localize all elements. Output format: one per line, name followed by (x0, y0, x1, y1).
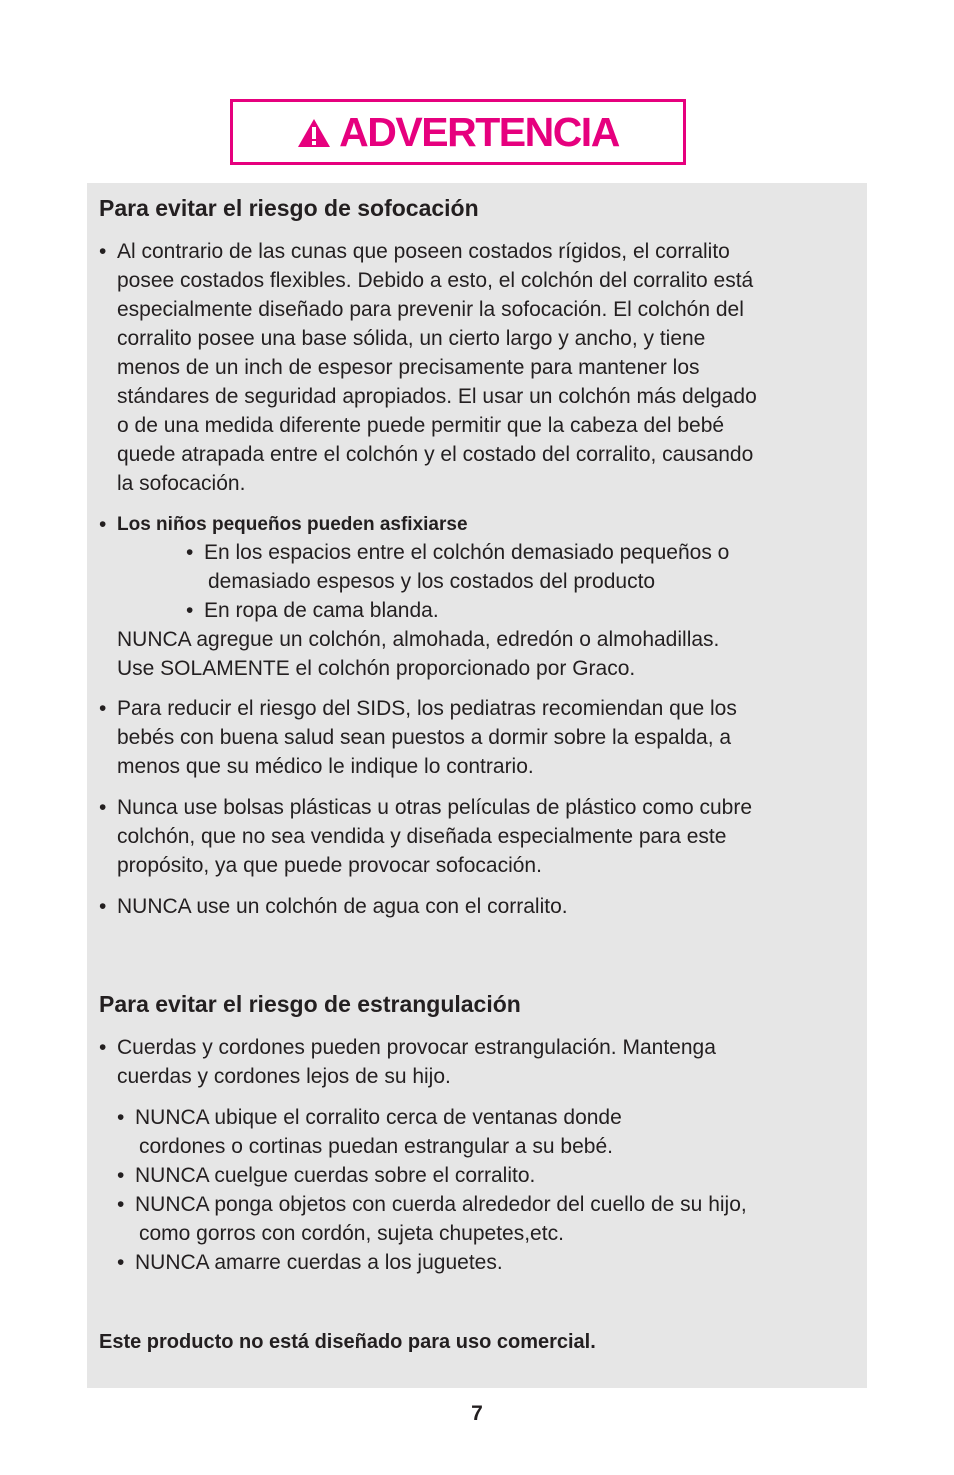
text-line: Al contrario de las cunas que poseen costados rígidos, el corralito (117, 240, 730, 263)
bullet-plastic-bags: • Nunca use bolsas plásticas u otras películas de plástico como cubre colchón, que no sea vendida y diseñada especialmente para este propósito, ya que puede provocar sofocación. (99, 793, 859, 880)
text-line: Cuerdas y cordones pueden provocar estrangulación. Mantenga (117, 1036, 716, 1059)
text-line: corralito posee una base sólida, un cierto largo y ancho, y tiene (117, 327, 706, 350)
warning-triangle-icon (297, 118, 331, 148)
text-line: o de una medida diferente puede permitir que la cabeza del bebé (117, 414, 725, 437)
bullet-sids: • Para reducir el riesgo del SIDS, los pediatras recomiendan que los bebés con buena salud sean puestos a dormir sobre la espalda, a menos que su médico le indique lo contrario. (99, 694, 859, 781)
warning-banner (230, 99, 686, 165)
bullet-title: Los niños pequeños pueden asfixiarse (117, 514, 468, 535)
text-line: cordones o cortinas puedan estrangular a su bebé. (139, 1135, 613, 1158)
text-line: bebés con buena salud sean puestos a dormir sobre la espalda, a (117, 726, 732, 749)
bullet-cords: • Cuerdas y cordones pueden provocar estrangulación. Mantenga cuerdas y cordones lejos de su hijo. (99, 1033, 859, 1091)
sub-bullet-bedding: • En ropa de cama blanda. (186, 596, 846, 625)
note-mattress-only (117, 625, 857, 683)
text-line: especialmente diseñado para prevenir la sofocación. El colchón del (117, 298, 744, 321)
text-line: Use SOLAMENTE el colchón proporcionado por Graco. (117, 657, 636, 680)
bullet-water-mattress: • NUNCA use un colchón de agua con el corralito. (99, 892, 859, 921)
page-number: 7 (471, 1402, 483, 1425)
text-line: posee costados flexibles. Debido a esto, el colchón del corralito está (117, 269, 754, 292)
text-line: NUNCA ubique el corralito cerca de ventanas donde (135, 1106, 622, 1129)
text-line: menos que su médico le indique lo contrario. (117, 755, 534, 778)
text-line: propósito, ya que puede provocar sofocación. (117, 854, 542, 877)
commercial-use-note: Este producto no está diseñado para uso comercial. (99, 1331, 596, 1353)
text-line: demasiado espesos y los costados del producto (208, 570, 656, 593)
bullet-suffocation-mattress: • Al contrario de las cunas que poseen costados rígidos, el corralito posee costados flexibles. Debido a esto, el colchón del corralito está especialmente diseñado para prevenir la sofocación. El colchón del corralito posee una base sólida, un cierto largo y ancho, y tiene menos de un inch de espesor precisamente para mantener los stándares de seguridad apropiados. El usar un colchón más delgado o de una medida diferente puede permitir que la cabeza del bebé quede atrapada entre el colchón y el costado del corralito, causando la sofocación. (99, 237, 859, 498)
text-line: quede atrapada entre el colchón y el costado del corralito, causando (117, 443, 754, 466)
text-line: Para reducir el riesgo del SIDS, los pediatras recomiendan que los (117, 697, 737, 720)
text-line: menos de un inch de espesor precisamente para mantener los (117, 356, 700, 379)
section-heading-suffocation: Para evitar el riesgo de sofocación (99, 195, 479, 221)
sub-bullet-toys: • NUNCA amarre cuerdas a los juguetes. (117, 1248, 857, 1277)
sub-bullet-hang-cords: • NUNCA cuelgue cuerdas sobre el corralito. (117, 1161, 857, 1190)
bullet-asphyxiation: • Los niños pequeños pueden asfixiarse (99, 510, 859, 539)
sub-bullet-windows: • NUNCA ubique el corralito cerca de ventanas donde cordones o cortinas puedan estrangular a su bebé. (117, 1103, 857, 1161)
text-line: En ropa de cama blanda. (204, 599, 439, 622)
text-line: cuerdas y cordones lejos de su hijo. (117, 1065, 451, 1088)
text-line: Nunca use bolsas plásticas u otras películas de plástico como cubre (117, 796, 753, 819)
sub-bullet-gaps: • En los espacios entre el colchón demasiado pequeños o demasiado espesos y los costados del producto (186, 538, 846, 596)
text-line: stándares de seguridad apropiados. El usar un colchón más delgado (117, 385, 757, 408)
text-line: NUNCA amarre cuerdas a los juguetes. (135, 1251, 503, 1274)
text-line: colchón, que no sea vendida y diseñada especialmente para este (117, 825, 727, 848)
section-heading-strangulation: Para evitar el riesgo de estrangulación (99, 991, 521, 1017)
text-line: la sofocación. (117, 472, 246, 495)
sub-bullet-neck: • NUNCA ponga objetos con cuerda alrededor del cuello de su hijo, como gorros con cordón, sujeta chupetes,etc. (117, 1190, 857, 1248)
text-line: NUNCA ponga objetos con cuerda alrededor del cuello de su hijo, (135, 1193, 747, 1216)
text-line: NUNCA agregue un colchón, almohada, edredón o almohadillas. (117, 628, 720, 651)
text-line: NUNCA use un colchón de agua con el corralito. (117, 895, 568, 918)
warning-title: ADVERTENCIA (339, 108, 619, 155)
text-line: como gorros con cordón, sujeta chupetes,etc. (139, 1222, 564, 1245)
text-line: NUNCA cuelgue cuerdas sobre el corralito. (135, 1164, 536, 1187)
text-line: En los espacios entre el colchón demasiado pequeños o (204, 541, 730, 564)
